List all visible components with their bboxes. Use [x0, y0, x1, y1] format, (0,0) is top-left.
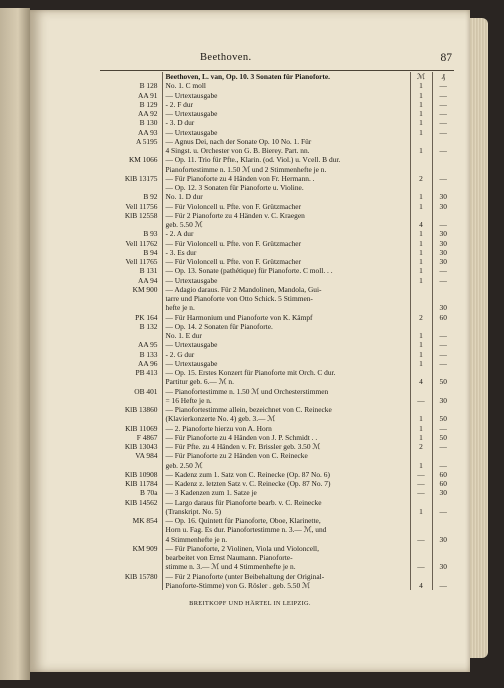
catalog-number: B 131 — [100, 266, 162, 275]
catalog-row — [100, 118, 454, 127]
catalog-number: KM 909 — [100, 544, 162, 553]
catalog-number: B 92 — [100, 192, 162, 201]
price-mark — [410, 155, 432, 164]
price-mark: 2 — [410, 442, 432, 451]
price-mark — [410, 368, 432, 377]
price-pfennig — [432, 572, 454, 581]
entry-description: — Urtextausgabe — [165, 340, 218, 350]
price-mark — [410, 285, 432, 294]
price-pfennig: — — [432, 424, 454, 433]
catalog-number: B 129 — [100, 100, 162, 109]
price-pfennig: — — [432, 128, 454, 137]
catalog-number — [100, 165, 162, 174]
entry-description: — Kadenz zum 1. Satz von C. Reinecke (Op. 87 No. 6) — [165, 469, 330, 479]
price-mark: 1 — [410, 266, 432, 275]
price-mark: 4 — [410, 581, 432, 590]
entry-description: — Pianofortestimme n. 1.50 ℳ und Orchesterstimmen — [165, 386, 329, 396]
catalog-row — [100, 183, 454, 192]
price-mark: 1 — [410, 340, 432, 349]
catalog-row — [100, 266, 454, 275]
catalog-row — [100, 303, 454, 312]
publisher-imprint: BREITKOPF UND HÄRTEL IN LEIPZIG. — [189, 600, 311, 607]
catalog-number: KlB 13043 — [100, 442, 162, 451]
catalog-number: B 70a — [100, 488, 162, 497]
catalog-row — [100, 128, 454, 137]
catalog-number: B 94 — [100, 248, 162, 257]
catalog-row — [100, 535, 454, 544]
price-mark: 1 — [410, 128, 432, 137]
entry-description: — Op. 12. 3 Sonaten für Pianoforte u. Violine. — [165, 183, 304, 192]
catalog-number — [100, 303, 162, 312]
catalog-number: AA 96 — [100, 359, 162, 368]
price-pfennig: — — [432, 276, 454, 285]
price-mark: — — [410, 488, 432, 497]
entry-description: — Für Violoncell u. Pfte. von F. Grützmacher — [165, 238, 302, 248]
catalog-number: KlB 12558 — [100, 211, 162, 220]
catalog-row — [100, 488, 454, 497]
price-pfennig — [432, 553, 454, 562]
catalog-row — [100, 81, 454, 90]
price-pfennig — [432, 387, 454, 396]
price-mark: 1 — [410, 257, 432, 266]
catalog-number: KlB 11784 — [100, 479, 162, 488]
catalog-row — [100, 72, 454, 81]
catalog-number — [100, 535, 162, 544]
catalog-row — [100, 451, 454, 460]
catalog-row — [100, 507, 454, 516]
price-mark: 1 — [410, 81, 432, 90]
price-pfennig: 30 — [432, 229, 454, 238]
price-pfennig: 50 — [432, 377, 454, 386]
price-mark — [410, 405, 432, 414]
catalog-row — [100, 544, 454, 553]
entry-description: hefte je n. — [165, 303, 195, 313]
catalog-row — [100, 498, 454, 507]
entry-description: — Op. 11. Trio für Pfte., Klarin. (od. Viol.) u. Vcell. B dur. — [165, 155, 341, 165]
price-pfennig — [432, 155, 454, 164]
catalog-row — [100, 350, 454, 359]
catalog-number — [100, 294, 162, 303]
entry-description: — Largo daraus für Pianoforte bearb. v. C. Reinecke — [165, 497, 322, 507]
price-mark — [410, 211, 432, 220]
price-mark — [410, 322, 432, 331]
price-pfennig: — — [432, 581, 454, 590]
price-pfennig: — — [432, 507, 454, 516]
catalog-row — [100, 229, 454, 238]
price-pfennig: — — [432, 220, 454, 229]
catalog-row — [100, 146, 454, 155]
entry-description: — 2. Pianoforte hierzu von A. Horn — [165, 423, 272, 433]
price-pfennig: — — [432, 91, 454, 100]
entry-description: - 3. D dur — [165, 118, 195, 128]
catalog-row — [100, 359, 454, 368]
catalog-number: AA 91 — [100, 91, 162, 100]
entry-description: — Für Pianoforte zu 4 Händen von J. P. Schmidt . . — [165, 432, 318, 442]
entry-description: stimme n. 3.— ℳ und 4 Stimmenhefte je n. — [165, 562, 296, 572]
catalog-row — [100, 368, 454, 377]
entry-description: = 16 Hefte je n. — [165, 395, 212, 405]
catalog-row — [100, 109, 454, 118]
price-pfennig: — — [432, 350, 454, 359]
entry-description: — Für Violoncell u. Pfte. von F. Grützmacher — [165, 257, 302, 266]
catalog-row — [100, 525, 454, 534]
price-pfennig: 30 — [432, 239, 454, 248]
catalog-row — [100, 313, 454, 322]
catalog-number — [100, 377, 162, 386]
entry-description: No. 1. D dur — [165, 192, 203, 202]
entry-description: geb. 5.50 ℳ — [165, 220, 203, 229]
price-mark: — — [410, 562, 432, 571]
price-pfennig: — — [432, 359, 454, 368]
price-mark: 1 — [410, 229, 432, 238]
entry-description: — Urtextausgabe — [165, 109, 218, 118]
price-mark — [410, 137, 432, 146]
price-mark: — — [410, 396, 432, 405]
price-pfennig: — — [432, 81, 454, 90]
catalog-number: AA 95 — [100, 340, 162, 349]
price-mark — [410, 303, 432, 312]
price-pfennig — [432, 498, 454, 507]
catalog-number: PB 413 — [100, 368, 162, 377]
catalog-number: KlB 10908 — [100, 470, 162, 479]
entry-description: — Für Pianoforte, 2 Violinen, Viola und Violoncell, — [165, 543, 319, 553]
catalog-number: MK 854 — [100, 516, 162, 525]
catalog-number: OB 401 — [100, 387, 162, 396]
entry-description: - 2. G dur — [165, 349, 195, 359]
catalog-number: B 132 — [100, 322, 162, 331]
entry-description: — Für Pianoforte zu 2 Händen von C. Reinecke — [165, 451, 308, 461]
price-mark: — — [410, 535, 432, 544]
price-mark: 1 — [410, 276, 432, 285]
entry-description: — Für Pfte. zu 4 Händen v. Fr. Brissler geb. 3.50 ℳ — [165, 442, 321, 451]
catalog-row — [100, 220, 454, 229]
page-header — [30, 52, 470, 68]
catalog-number: A 5195 — [100, 137, 162, 146]
catalog-row — [100, 424, 454, 433]
catalog-number: Vell 11756 — [100, 202, 162, 211]
price-mark: 1 — [410, 109, 432, 118]
price-mark: 1 — [410, 350, 432, 359]
price-mark — [410, 553, 432, 562]
entry-description: — Für 2 Pianoforte (unter Beibehaltung der Original- — [165, 571, 325, 581]
price-mark — [410, 498, 432, 507]
entry-description: — Kadenz z. letzten Satz v. C. Reinecke (Op. 87 No. 7) — [165, 479, 331, 488]
entry-description: — Op. 13. Sonate (pathétique) für Pianoforte. C moll. . . — [165, 266, 333, 276]
entry-description: Partitur geb. 6.— ℳ n. — [165, 377, 234, 387]
price-pfennig: — — [432, 118, 454, 127]
catalog-row — [100, 470, 454, 479]
catalog-row — [100, 155, 454, 164]
catalog-row — [100, 285, 454, 294]
price-mark: 2 — [410, 313, 432, 322]
price-mark: — — [410, 479, 432, 488]
catalog-row — [100, 100, 454, 109]
price-pfennig — [432, 525, 454, 534]
price-mark: 1 — [410, 100, 432, 109]
price-pfennig — [432, 368, 454, 377]
catalog-row — [100, 396, 454, 405]
catalog-number — [100, 525, 162, 534]
price-mark — [410, 183, 432, 192]
page-number: 87 — [440, 52, 452, 64]
price-mark: 4 — [410, 220, 432, 229]
price-mark: 1 — [410, 424, 432, 433]
catalog-number — [100, 562, 162, 571]
price-mark — [410, 572, 432, 581]
catalog-row — [100, 192, 454, 201]
price-mark: 1 — [410, 202, 432, 211]
catalog-row — [100, 516, 454, 525]
catalog-row — [100, 377, 454, 386]
price-pfennig: 30 — [432, 192, 454, 201]
entry-description: (Klavierkonzerte No. 4) geb. 3.— ℳ — [165, 414, 276, 424]
catalog-number: KlB 14562 — [100, 498, 162, 507]
entry-description: Pianofortestimme n. 1.50 ℳ und 2 Stimmenhefte je n. — [165, 164, 327, 174]
price-mark: 1 — [410, 91, 432, 100]
price-pfennig: 30 — [432, 562, 454, 571]
catalog-row — [100, 137, 454, 146]
price-pfennig: 30 — [432, 535, 454, 544]
price-pfennig: — — [432, 174, 454, 183]
catalog-page — [30, 10, 470, 672]
entry-description: No. 1. C moll — [165, 81, 206, 91]
entry-description: bearbeitet von Ernst Naumann. Pianoforte- — [165, 553, 293, 562]
catalog-row — [100, 165, 454, 174]
catalog-row — [100, 91, 454, 100]
entry-description: tarre und Pianoforte von Otto Schick. 5 Stimmen- — [165, 294, 313, 303]
catalog-number: B 128 — [100, 81, 162, 90]
catalog-number: PK 164 — [100, 313, 162, 322]
catalog-row — [100, 461, 454, 470]
price-mark — [410, 387, 432, 396]
catalog-number: KM 1066 — [100, 155, 162, 164]
price-mark: 1 — [410, 146, 432, 155]
price-pfennig — [432, 516, 454, 525]
entry-description: — 3 Kadenzen zum 1. Satze je — [165, 488, 257, 498]
price-pfennig — [432, 322, 454, 331]
catalog-row — [100, 581, 454, 590]
entry-description: — Für 2 Pianoforte zu 4 Händen v. C. Kraegen — [165, 210, 305, 220]
price-mark — [410, 544, 432, 553]
entry-description: Horn u. Fag. Es dur. Pianofortestimme n. 3.— ℳ, und — [165, 525, 327, 535]
entry-description: — Urtextausgabe — [165, 90, 218, 100]
price-pfennig: 30 — [432, 303, 454, 312]
catalog-row — [100, 294, 454, 303]
catalog-number: KM 900 — [100, 285, 162, 294]
entry-description: — Für Pianoforte zu 4 Händen von Fr. Hermann. . — [165, 173, 315, 183]
price-pfennig: 30 — [432, 202, 454, 211]
price-pfennig — [432, 451, 454, 460]
entry-description: — Agnus Dei, nach der Sonate Op. 10 No. 1. Für — [165, 136, 312, 146]
catalog-number: KlB 13860 — [100, 405, 162, 414]
price-pfennig: 60 — [432, 470, 454, 479]
price-pfennig — [432, 183, 454, 192]
entry-description: — Urtextausgabe — [165, 127, 218, 137]
price-pfennig — [432, 285, 454, 294]
catalog-number — [100, 396, 162, 405]
catalog-number — [100, 183, 162, 192]
catalog-row — [100, 239, 454, 248]
entry-description: - 2. A dur — [165, 229, 194, 239]
entry-description: 4 Singst. u. Orchester von G. B. Bierey. Part. nn. — [165, 146, 310, 155]
catalog-number — [100, 461, 162, 470]
catalog-row — [100, 387, 454, 396]
previous-page-edge — [0, 8, 30, 680]
price-pfennig: — — [432, 331, 454, 340]
price-pfennig: ₰ — [432, 72, 454, 81]
price-pfennig — [432, 165, 454, 174]
price-pfennig: — — [432, 109, 454, 118]
entry-description: — Op. 14. 2 Sonaten für Pianoforte. — [165, 321, 273, 331]
catalog-number: F 4867 — [100, 433, 162, 442]
catalog-number — [100, 414, 162, 423]
catalog-row — [100, 572, 454, 581]
catalog-row — [100, 202, 454, 211]
price-mark — [410, 516, 432, 525]
entry-description: — Op. 16. Quintett für Pianoforte, Oboe, Klarinette, — [165, 516, 321, 525]
entry-description: — Op. 15. Erstes Konzert für Pianoforte mit Orch. C dur. — [165, 368, 336, 377]
catalog-table — [100, 72, 454, 590]
price-pfennig — [432, 544, 454, 553]
price-mark: — — [410, 470, 432, 479]
catalog-number: KlB 11069 — [100, 424, 162, 433]
catalog-number: KlB 15780 — [100, 572, 162, 581]
price-mark: 1 — [410, 359, 432, 368]
price-mark: 1 — [410, 192, 432, 201]
entry-description: — Für Harmonium und Pianoforte von K. Kämpf — [165, 312, 313, 322]
catalog-row — [100, 433, 454, 442]
price-mark — [410, 525, 432, 534]
catalog-row — [100, 442, 454, 451]
price-mark: 2 — [410, 174, 432, 183]
catalog-row — [100, 405, 454, 414]
price-pfennig: — — [432, 442, 454, 451]
entry-description: (Transkript. No. 5) — [165, 506, 222, 516]
price-mark: 1 — [410, 507, 432, 516]
catalog-row — [100, 562, 454, 571]
entry-description: - 3. Es dur — [165, 247, 197, 257]
catalog-number: AA 92 — [100, 109, 162, 118]
price-mark: 1 — [410, 433, 432, 442]
price-pfennig: 60 — [432, 313, 454, 322]
catalog-row — [100, 553, 454, 562]
price-mark: 1 — [410, 414, 432, 423]
price-pfennig: — — [432, 461, 454, 470]
catalog-row — [100, 331, 454, 340]
catalog-row — [100, 248, 454, 257]
catalog-number — [100, 220, 162, 229]
entry-description: 4 Stimmenhefte je n. — [165, 534, 228, 544]
price-mark: 1 — [410, 461, 432, 470]
catalog-number — [100, 72, 162, 81]
page-title: Beethoven. — [200, 52, 252, 63]
catalog-number: AA 94 — [100, 276, 162, 285]
catalog-row — [100, 414, 454, 423]
entry-description: geb. 2.50 ℳ — [165, 460, 203, 470]
catalog-number: Vell 11762 — [100, 239, 162, 248]
price-pfennig: — — [432, 100, 454, 109]
price-pfennig: 30 — [432, 257, 454, 266]
price-pfennig — [432, 405, 454, 414]
price-mark: 1 — [410, 248, 432, 257]
catalog-row — [100, 479, 454, 488]
entry-description: — Für Violoncell u. Pfte. von F. Grützmacher — [165, 201, 302, 211]
price-mark: 4 — [410, 377, 432, 386]
price-mark — [410, 294, 432, 303]
catalog-row — [100, 174, 454, 183]
price-pfennig: 30 — [432, 248, 454, 257]
catalog-number — [100, 507, 162, 516]
catalog-number: B 130 — [100, 118, 162, 127]
entry-description: Beethoven, L. van, Op. 10. 3 Sonaten für Pianoforte. — [165, 72, 331, 81]
entry-description: No. 1. E dur — [165, 331, 202, 340]
catalog-number: B 93 — [100, 229, 162, 238]
price-pfennig: — — [432, 266, 454, 275]
price-mark: 1 — [410, 239, 432, 248]
catalog-row — [100, 257, 454, 266]
price-pfennig — [432, 137, 454, 146]
catalog-row — [100, 340, 454, 349]
entry-description: — Adagio daraus. Für 2 Mandolinen, Mandola, Gui- — [165, 284, 322, 294]
price-mark — [410, 451, 432, 460]
catalog-number: KlB 13175 — [100, 174, 162, 183]
entry-description: — Urtextausgabe — [165, 358, 218, 368]
entry-description: — Pianofortestimme allein, bezeichnet von C. Reinecke — [165, 405, 332, 414]
entry-description: — Urtextausgabe — [165, 275, 218, 285]
price-pfennig: 50 — [432, 433, 454, 442]
price-pfennig: — — [432, 340, 454, 349]
price-mark: ℳ — [410, 72, 432, 81]
catalog-row — [100, 276, 454, 285]
price-pfennig — [432, 294, 454, 303]
price-pfennig: 50 — [432, 414, 454, 423]
price-pfennig — [432, 211, 454, 220]
entry-description: Pianoforte-Stimme) von G. Rösler . geb. 5.50 ℳ — [165, 580, 310, 590]
catalog-number: AA 93 — [100, 128, 162, 137]
catalog-row — [100, 322, 454, 331]
catalog-number — [100, 146, 162, 155]
catalog-number — [100, 331, 162, 340]
price-pfennig: — — [432, 146, 454, 155]
catalog-number: VA 984 — [100, 451, 162, 460]
catalog-row — [100, 211, 454, 220]
price-mark: 1 — [410, 118, 432, 127]
header-rule — [100, 70, 454, 71]
catalog-number: B 133 — [100, 350, 162, 359]
catalog-number — [100, 553, 162, 562]
price-pfennig: 30 — [432, 396, 454, 405]
price-pfennig: 30 — [432, 488, 454, 497]
price-mark: 1 — [410, 331, 432, 340]
catalog-number — [100, 581, 162, 590]
price-pfennig: 60 — [432, 479, 454, 488]
entry-description: - 2. F dur — [165, 99, 194, 109]
catalog-number: Vell 11765 — [100, 257, 162, 266]
price-mark — [410, 165, 432, 174]
